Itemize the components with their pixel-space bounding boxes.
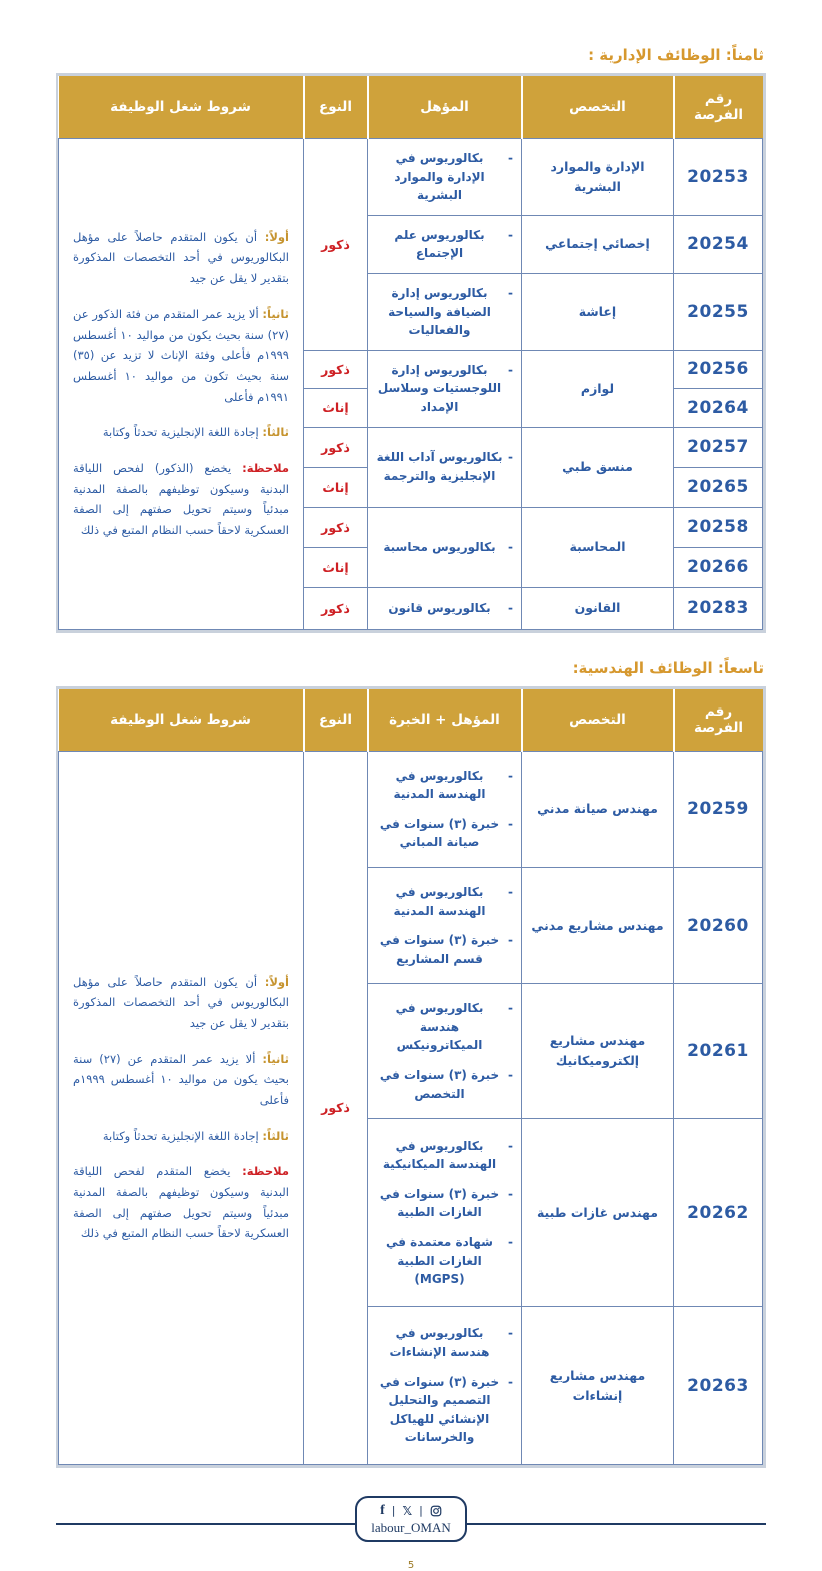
qualification-item: - بكالوريوس محاسبة — [383, 539, 513, 554]
opportunity-number: 20283 — [674, 587, 763, 629]
opportunity-number: 20253 — [674, 139, 763, 216]
opportunity-number: 20264 — [674, 389, 763, 427]
qualification-item: - خبرة (٣) سنوات في الغازات الطبية — [379, 1186, 513, 1220]
social-box — [355, 1496, 467, 1542]
qualification-cell — [368, 1307, 522, 1465]
qualification-cell — [368, 984, 522, 1119]
gender-cell: إناث — [304, 467, 368, 507]
qualification-cell — [368, 139, 522, 216]
social-handle: labour_OMAN — [371, 1520, 451, 1536]
specialization-cell: لوازم — [522, 350, 674, 427]
col-header-qualification: المؤهل — [368, 76, 522, 139]
qualification-item: - بكالوريوس في هندسة الإنشاءات — [389, 1326, 513, 1360]
qualification-item: - بكالوريوس في هندسة الميكاترونيكس — [395, 1001, 513, 1053]
condition-first: أولاً: أن يكون المتقدم حاصلاً على مؤهل البكالوريوس في أحد التخصصات المذكورة بتقدير لا يقل عن جيد — [73, 229, 290, 286]
page-footer — [56, 1494, 766, 1558]
qualification-item: - خبرة (٣) سنوات في صيانة المباني — [379, 816, 513, 850]
col-header-specialization: التخصص — [522, 76, 674, 139]
qualification-cell — [368, 427, 522, 507]
gender-cell: ذكور — [304, 350, 368, 388]
specialization-cell: مهندس مشاريع إلكتروميكانيك — [522, 984, 674, 1119]
opportunity-number: 20255 — [674, 273, 763, 350]
engineering-jobs-table-border — [56, 686, 766, 1469]
facebook-icon[interactable]: f — [380, 1502, 385, 1518]
col-header-conditions: شروط شغل الوظيفة — [59, 689, 304, 752]
col-header-gender: النوع — [304, 76, 368, 139]
gender-cell: ذكور — [304, 587, 368, 629]
conditions-cell — [59, 139, 304, 630]
qualification-item: - بكالوريوس في الهندسة المدنية — [393, 768, 513, 802]
qualification-item: - بكالوريوس في الهندسة المدنية — [393, 884, 513, 918]
social-icons — [369, 1503, 453, 1518]
condition-first: أولاً: أن يكون المتقدم حاصلاً على مؤهل البكالوريوس في أحد التخصصات المذكورة بتقدير لا يقل عن جيد — [73, 974, 290, 1030]
section-title-admin: ثامناً: الوظائف الإدارية : — [588, 46, 764, 64]
x-icon[interactable]: 𝕏 — [402, 1503, 413, 1518]
section-engineering-jobs — [56, 659, 766, 1469]
specialization-cell: مهندس مشاريع مدني — [522, 867, 674, 983]
qualification-item: - خبرة (٣) سنوات في قسم المشاريع — [379, 933, 513, 966]
qualification-item: - بكالوريوس في الهندسة الميكانيكية — [382, 1138, 513, 1172]
opportunity-number: 20258 — [674, 507, 763, 547]
table-row — [59, 751, 763, 867]
opportunity-number: 20262 — [674, 1119, 763, 1307]
col-header-gender: النوع — [304, 689, 368, 752]
opportunity-number: 20261 — [674, 984, 763, 1119]
qualification-item: - بكالوريوس قانون — [388, 600, 513, 615]
specialization-cell: الإدارة والموارد البشرية — [522, 139, 674, 216]
header-row — [59, 76, 763, 139]
condition-note: ملاحظة: يخضع المتقدم لفحص اللياقة البدنية وسيكون توظيفهم بالصفة المدنية مبدئياً وسيتم تحويل صفتهم إلى الصفة العسكرية لاحقاً حسب النظام المتبع في ذلك — [73, 1164, 290, 1241]
icon-separator: | — [391, 1504, 396, 1518]
conditions-cell — [59, 751, 304, 1465]
qualification-cell — [368, 751, 522, 867]
admin-jobs-table-border — [56, 73, 766, 633]
specialization-cell: مهندس غازات طبية — [522, 1119, 674, 1307]
condition-second: ثانياً: ألا يزيد عمر المتقدم من فئة الذكور عن (٢٧) سنة بحيث يكون من مواليد ١٠ أغسطس ١٩٩٩م فأعلى وفئة الإناث لا تزيد عن (٣٥) سنة بحيث تكون من مواليد ١٠ أغسطس ١٩٩١م فأعلى — [73, 306, 290, 404]
gender-cell: ذكور — [304, 507, 368, 547]
section-admin-jobs — [56, 46, 766, 633]
gender-cell: إناث — [304, 389, 368, 427]
gender-cell: إناث — [304, 547, 368, 587]
col-header-opportunity-number: رقم الفرصة — [674, 689, 763, 752]
opportunity-number: 20256 — [674, 350, 763, 388]
condition-note: ملاحظة: يخضع (الذكور) لفحص اللياقة البدنية وسيكون توظيفهم بالصفة المدنية مبدئياً وسيتم تحويل صفتهم إلى الصفة العسكرية لاحقاً حسب النظام المتبع في ذلك — [73, 460, 290, 538]
table-row — [59, 139, 763, 216]
specialization-cell: إعاشة — [522, 273, 674, 350]
qualification-item: - بكالوريوس إدارة الضيافة والسياحة والفعاليات — [388, 285, 513, 338]
condition-third: ثالثاً: إجادة اللغة الإنجليزية تحدثاً وكتابة — [102, 425, 289, 440]
qualification-cell — [368, 350, 522, 427]
qualification-cell — [368, 587, 522, 629]
opportunity-number: 20266 — [674, 547, 763, 587]
admin-jobs-table — [58, 76, 763, 630]
qualification-item: - خبرة (٣) سنوات في التصميم والتحليل الإنشائي للهياكل والخرسانات — [379, 1374, 513, 1445]
specialization-cell: القانون — [522, 587, 674, 629]
page-number: 5 — [407, 1560, 415, 1571]
header-row — [59, 689, 763, 752]
opportunity-number: 20265 — [674, 467, 763, 507]
specialization-cell: مهندس مشاريع إنشاءات — [522, 1307, 674, 1465]
gender-cell: ذكور — [304, 139, 368, 351]
gender-cell: ذكور — [304, 751, 368, 1465]
qualification-item: - شهادة معتمدة في الغازات الطبية (MGPS) — [386, 1235, 513, 1287]
opportunity-number: 20263 — [674, 1307, 763, 1465]
qualification-cell — [368, 215, 522, 273]
qualification-cell — [368, 867, 522, 983]
gender-cell: ذكور — [304, 427, 368, 467]
engineering-jobs-table — [58, 689, 763, 1466]
col-header-conditions: شروط شغل الوظيفة — [59, 76, 304, 139]
specialization-cell: إخصائي إجتماعي — [522, 215, 674, 273]
specialization-cell: المحاسبة — [522, 507, 674, 587]
opportunity-number: 20259 — [674, 751, 763, 867]
specialization-cell: مهندس صيانة مدني — [522, 751, 674, 867]
instagram-icon[interactable] — [430, 1505, 442, 1517]
qualification-item: - بكالوريوس علم الإجتماع — [394, 227, 513, 261]
opportunity-number: 20260 — [674, 867, 763, 983]
qualification-item: - بكالوريوس في الإدارة والموارد البشرية — [394, 151, 513, 203]
qualification-cell — [368, 273, 522, 350]
qualification-item: - بكالوريوس آداب اللغة الإنجليزية والترجمة — [376, 450, 513, 484]
col-header-specialization: التخصص — [522, 689, 674, 752]
opportunity-number: 20254 — [674, 215, 763, 273]
specialization-cell: منسق طبي — [522, 427, 674, 507]
qualification-cell — [368, 507, 522, 587]
col-header-opportunity-number: رقم الفرصة — [674, 76, 763, 139]
col-header-qualification-experience: المؤهل + الخبرة — [368, 689, 522, 752]
qualification-cell — [368, 1119, 522, 1307]
opportunity-number: 20257 — [674, 427, 763, 467]
condition-second: ثانياً: ألا يزيد عمر المتقدم عن (٢٧) سنة بحيث يكون من مواليد ١٠ أغسطس ١٩٩٩م فأعلى — [73, 1051, 290, 1108]
section-title-engineering: تاسعاً: الوظائف الهندسية: — [572, 658, 764, 677]
document-page — [56, 0, 766, 1571]
qualification-item: - بكالوريوس إدارة اللوجستيات وسلاسل الإمداد — [377, 362, 513, 414]
condition-third: ثالثاً: إجادة اللغة الإنجليزية تحدثاً وكتابة — [102, 1128, 289, 1143]
icon-separator: | — [419, 1504, 423, 1518]
qualification-item: - خبرة (٣) سنوات في التخصص — [379, 1068, 513, 1101]
